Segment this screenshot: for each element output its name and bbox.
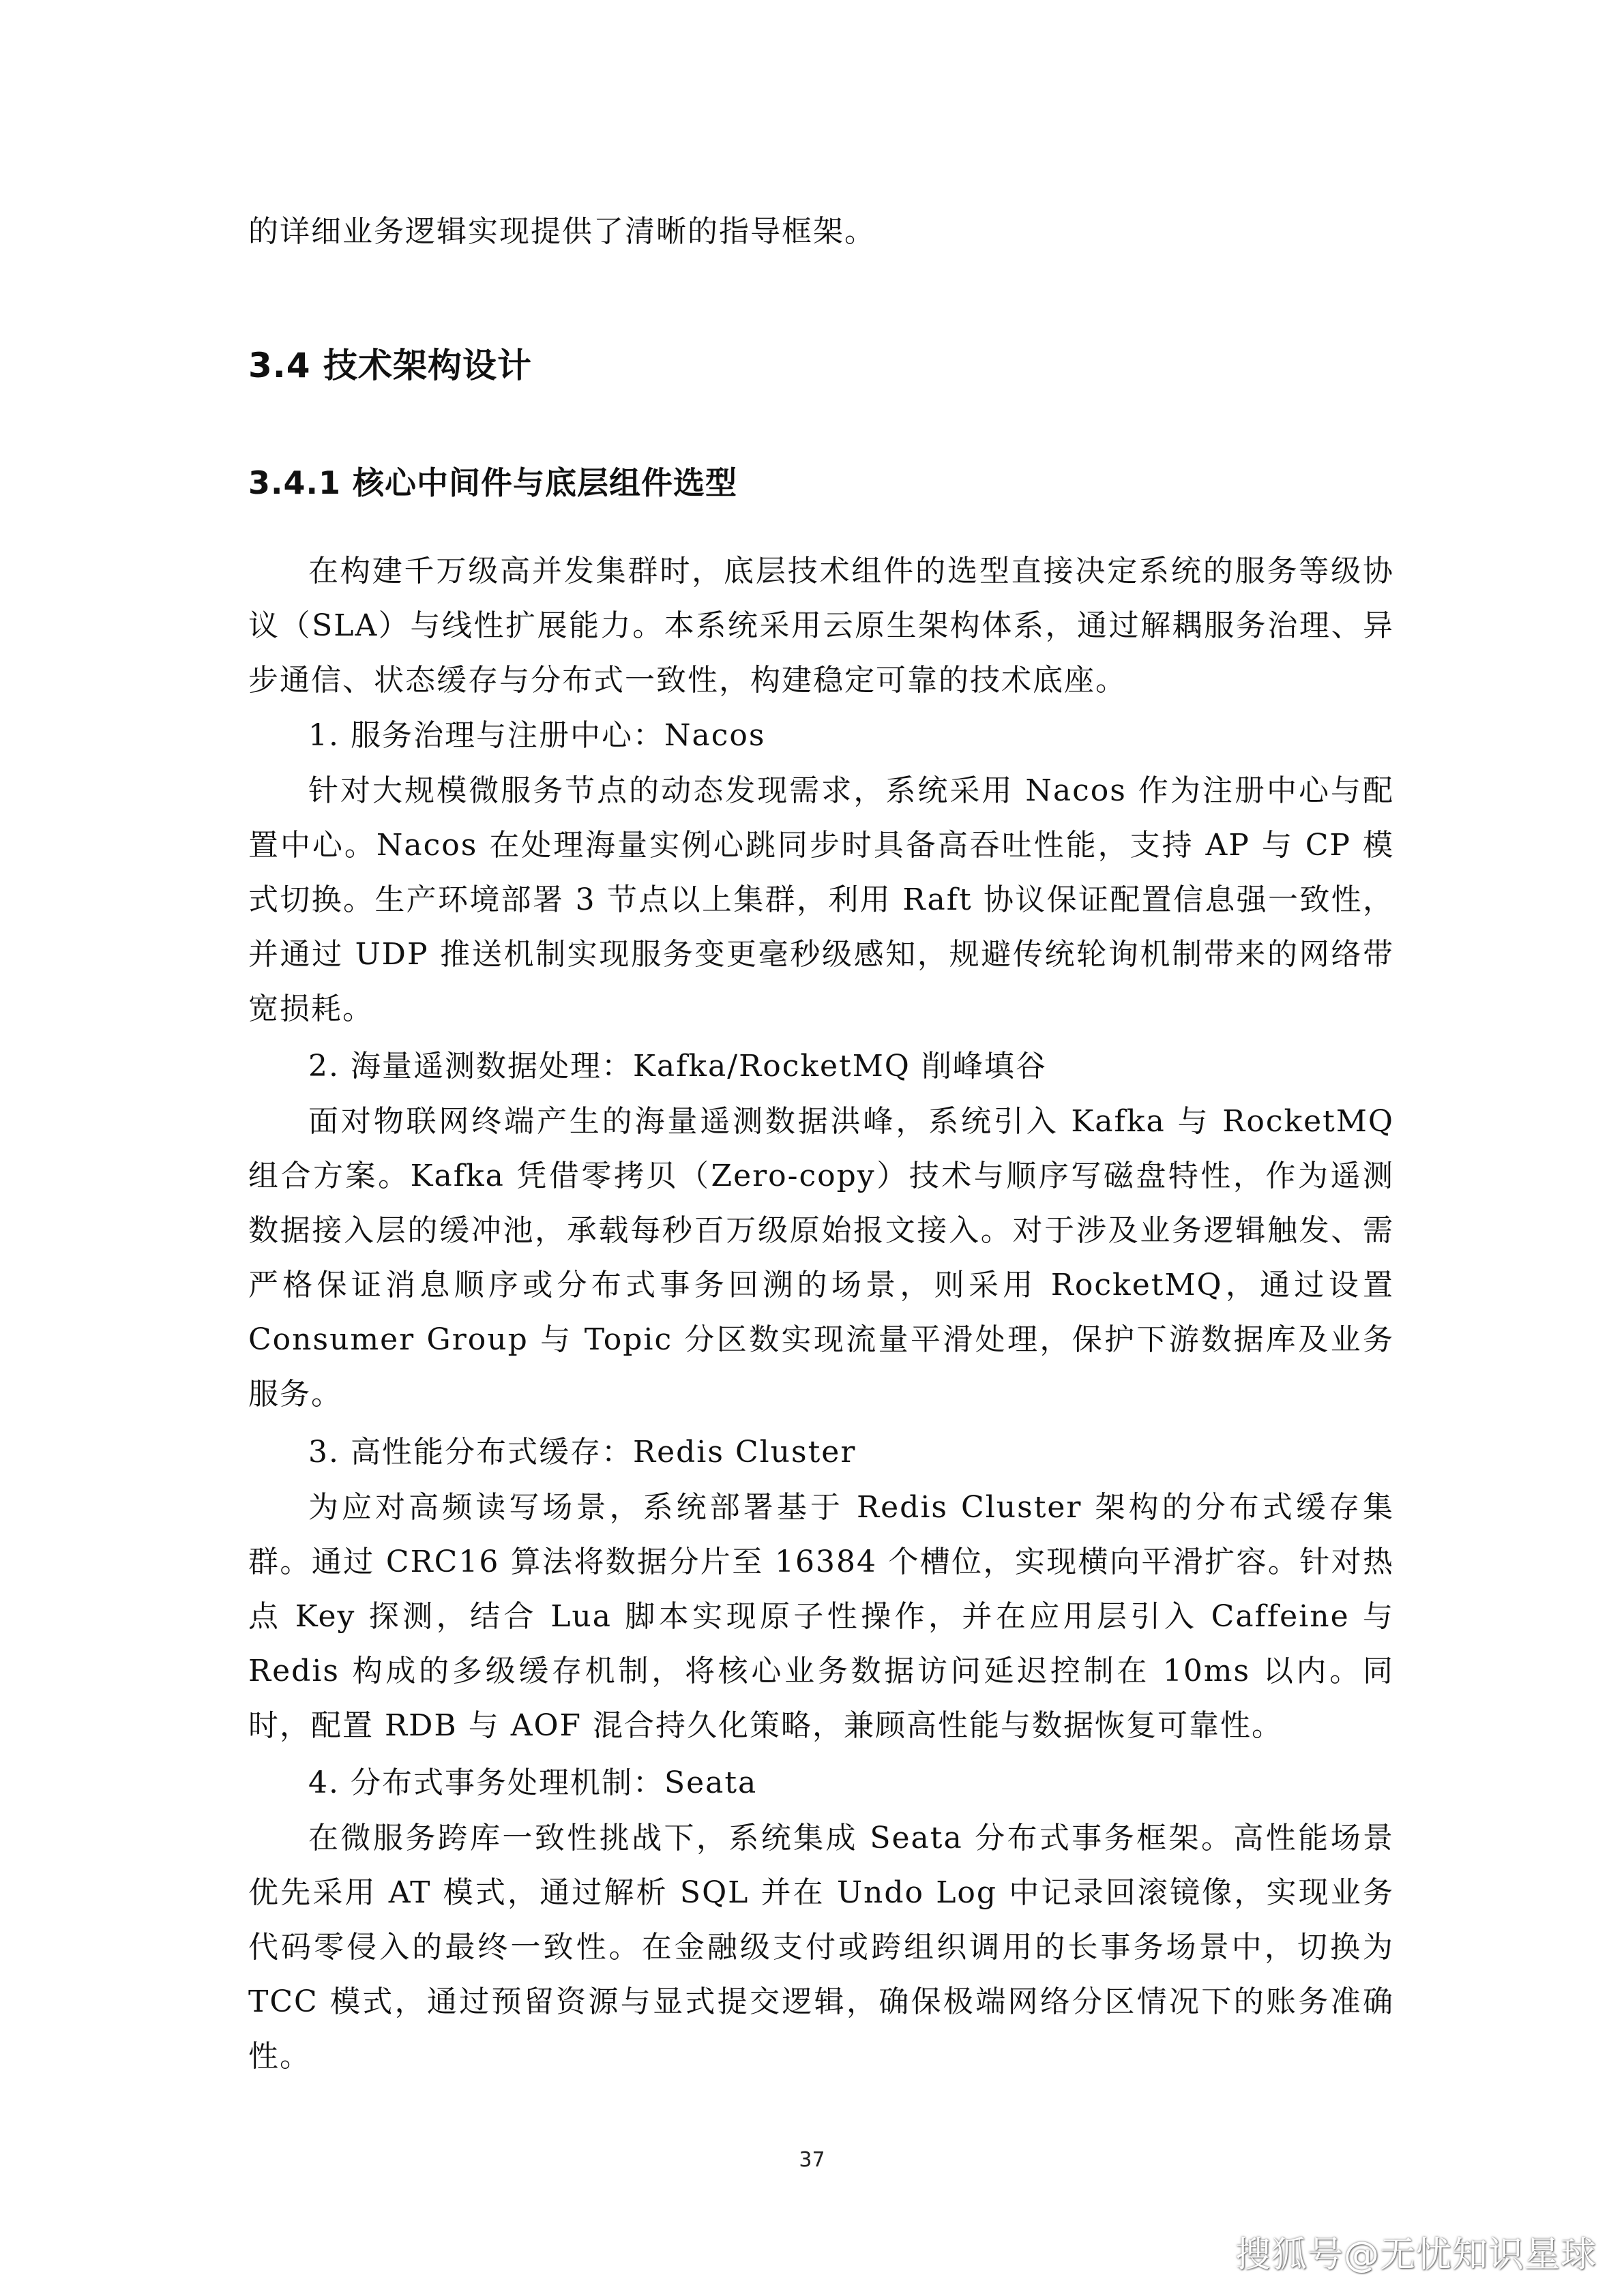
- list-item-1-title: 1. 服务治理与注册中心：Nacos: [308, 718, 766, 753]
- list-item-4-title: 4. 分布式事务处理机制：Seata: [308, 1765, 758, 1800]
- page-number: 37: [799, 2148, 825, 2172]
- list-item-3-body: 为应对高频读写场景，系统部署基于 Redis Cluster 架构的分布式缓存集群。通过 CRC16 算法将数据分片至 16384 个槽位，实现横向平滑扩容。针对热点 Key 探测，结合 Lua 脚本实现原子性操作，并在应用层引入 Caffeine 与 Redis 构成的多级缓存机制，将核心业务数据访问延迟控制在 10ms 以内。同时，配置 RDB 与 AOF 混合持久化策略，兼顾高性能与数据恢复可靠性。: [248, 1490, 1394, 1743]
- paragraph-intro: 在构建千万级高并发集群时，底层技术组件的选型直接决定系统的服务等级协议（SLA）与线性扩展能力。本系统采用云原生架构体系，通过解耦服务治理、异步通信、状态缓存与分布式一致性，构建稳定可靠的技术底座。: [248, 554, 1394, 698]
- list-item-2-body: 面对物联网终端产生的海量遥测数据洪峰，系统引入 Kafka 与 RocketMQ 组合方案。Kafka 凭借零拷贝（Zero-copy）技术与顺序写磁盘特性，作为遥测数据接入层的缓冲池，承载每秒百万级原始报文接入。对于涉及业务逻辑触发、需严格保证消息顺序或分布式事务回溯的场景，则采用 RocketMQ，通过设置 Consumer Group 与 Topic 分区数实现流量平滑处理，保护下游数据库及业务服务。: [248, 1104, 1394, 1412]
- intro-continuation-line: 的详细业务逻辑实现提供了清晰的指导框架。: [248, 214, 876, 249]
- subsection-heading: 3.4.1 核心中间件与底层组件选型: [248, 464, 737, 501]
- list-item-1-body: 针对大规模微服务节点的动态发现需求，系统采用 Nacos 作为注册中心与配置中心。Nacos 在处理海量实例心跳同步时具备高吞吐性能，支持 AP 与 CP 模式切换。生产环境部署 3 节点以上集群，利用 Raft 协议保证配置信息强一致性，并通过 UDP 推送机制实现服务变更毫秒级感知，规避传统轮询机制带来的网络带宽损耗。: [248, 773, 1394, 1026]
- list-item-2-title: 2. 海量遥测数据处理：Kafka/RocketMQ 削峰填谷: [308, 1049, 1047, 1084]
- section-heading: 3.4 技术架构设计: [248, 346, 532, 385]
- watermark: 搜狐号@无忧知识星球: [1235, 2235, 1597, 2276]
- list-item-3-title: 3. 高性能分布式缓存：Redis Cluster: [308, 1435, 857, 1470]
- list-item-4-body: 在微服务跨库一致性挑战下，系统集成 Seata 分布式事务框架。高性能场景优先采用 AT 模式，通过解析 SQL 并在 Undo Log 中记录回滚镜像，实现业务代码零侵入的最终一致性。在金融级支付或跨组织调用的长事务场景中，切换为 TCC 模式，通过预留资源与显式提交逻辑，确保极端网络分区情况下的账务准确性。: [248, 1821, 1394, 2074]
